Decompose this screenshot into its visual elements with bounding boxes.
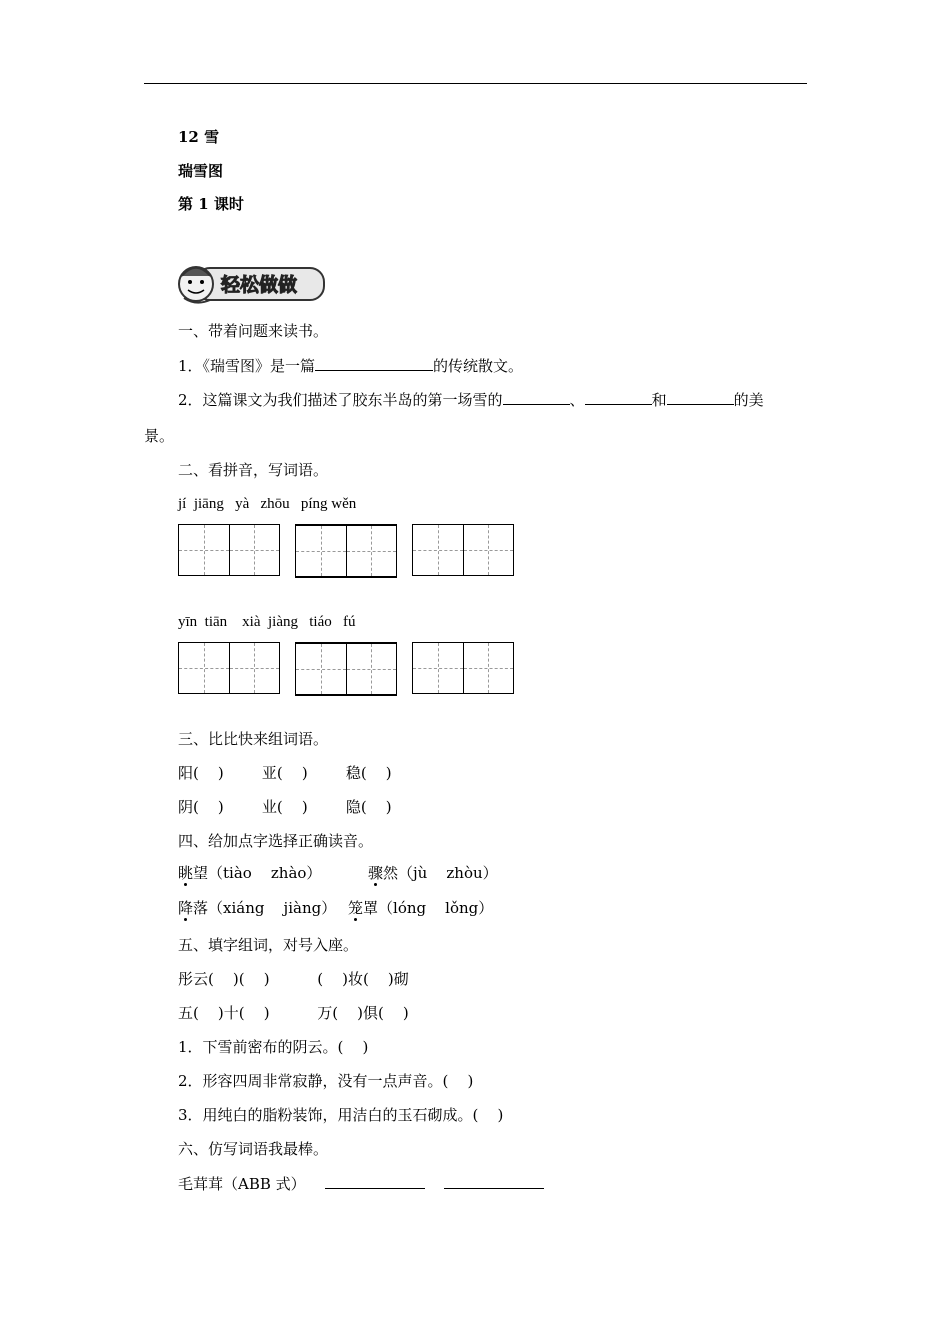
section1-q1: 1．《瑞雪图》是一篇 的传统散文。 [178,357,524,375]
pinyin-row-2: yīn tiān xià jiàng tiáo fú [178,614,356,630]
badge-label: 轻松做做 [221,274,298,296]
section4-item-2: 骤然（jù zhòu） [368,864,498,882]
lesson-title: 瑞雪图 [178,162,224,180]
section1-heading: 一、带着问题来读书。 [178,322,329,340]
answer-blank[interactable] [667,389,734,405]
section3-row-2: 阴( ) 业( ) 隐( ) [178,798,392,816]
section2-heading: 二、看拼音，写词语。 [178,461,329,479]
writing-box[interactable] [295,642,397,696]
section5-heading: 五、填字组词，对号入座。 [178,936,359,954]
lesson-period: 第 1 课时 [178,195,244,213]
answer-blank[interactable] [325,1173,425,1189]
section4-heading: 四、给加点字选择正确读音。 [178,832,374,850]
writing-grid-row-1 [178,524,518,576]
answer-blank[interactable] [585,389,652,405]
section4-item-3: 降落（xiáng jiàng） [178,899,337,917]
answer-blank[interactable] [503,389,570,405]
section5-row-2: 五( )十( ) 万( )俱( ) [178,1004,409,1022]
section6-item: 毛茸茸（ABB 式） [178,1173,544,1194]
lesson-number: 12 雪 [178,128,220,146]
section6-heading: 六、仿写词语我最棒。 [178,1140,329,1158]
section3-heading: 三、比比快来组词语。 [178,730,329,748]
section1-q2-continuation: 景。 [144,427,175,445]
writing-box[interactable] [412,642,514,694]
answer-blank[interactable] [315,355,433,371]
section5-sentence-3: 3．用纯白的脂粉装饰，用洁白的玉石砌成。( ) [178,1106,504,1124]
section4-item-1: 眺望（tiào zhào） [178,864,322,882]
header-rule [144,83,807,84]
easy-practice-badge [176,262,326,308]
answer-blank[interactable] [444,1173,544,1189]
pinyin-row-1: jí jiāng yà zhōu píng wěn [178,496,357,512]
writing-box[interactable] [178,642,280,694]
writing-grid-row-2 [178,642,518,694]
section5-sentence-2: 2．形容四周非常寂静，没有一点声音。( ) [178,1072,474,1090]
writing-box[interactable] [412,524,514,576]
writing-box[interactable] [295,524,397,578]
section4-item-4: 笼罩（lóng lǒng） [348,899,494,917]
section5-row-1: 彤云( )( ) ( )妆( )砌 [178,970,409,988]
section1-q2: 2．这篇课文为我们描述了胶东半岛的第一场雪的 、 和 的美 [178,391,764,409]
writing-box[interactable] [178,524,280,576]
section5-sentence-1: 1．下雪前密布的阴云。( ) [178,1038,369,1056]
section3-row-1: 阳( ) 亚( ) 稳( ) [178,764,392,782]
